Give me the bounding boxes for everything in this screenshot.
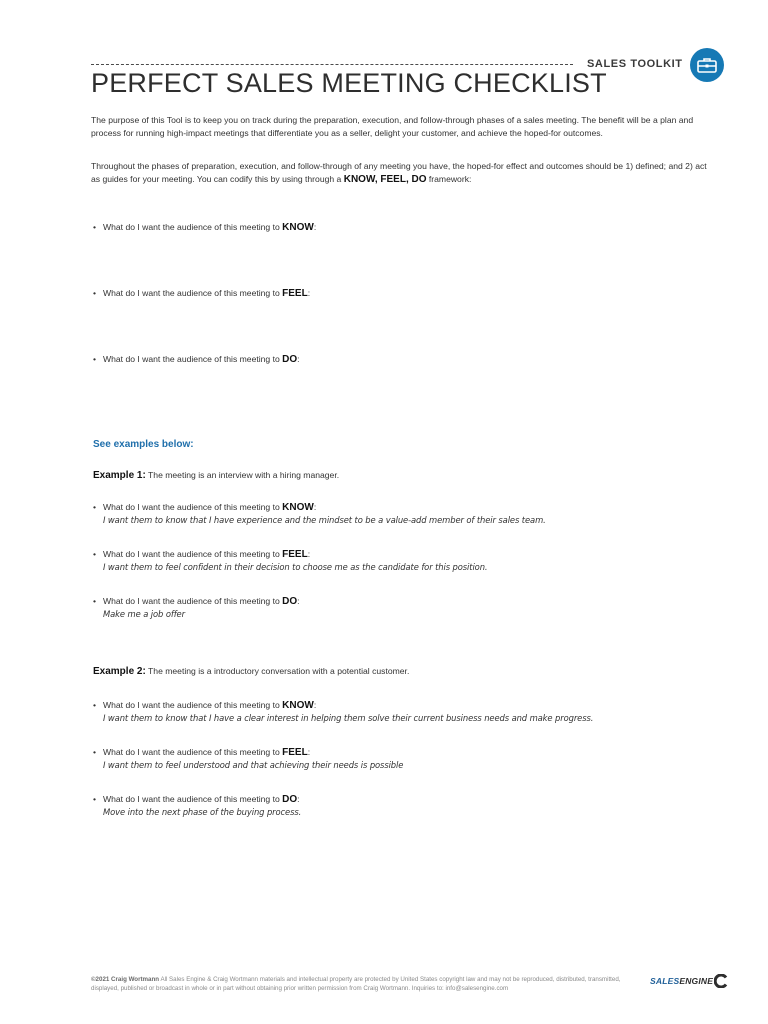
keyword-feel: FEEL [282,747,308,758]
example-1-heading [93,470,339,481]
question-prefix: What do I want the audience of this meeting to [103,354,283,364]
keyword-feel: FEEL [282,288,308,299]
example-1-feel-answer: I want them to feel confident in their decision to choose me as the candidate for this position. [103,562,488,572]
keyword-do: DO [282,354,298,365]
question-prefix: What do I want the audience of this meeting to [103,288,283,298]
footer-copyright [91,975,631,993]
question-prefix: What do I want the audience of this meeting to [103,794,283,804]
example-2-feel-answer: I want them to feel understood and that achieving their needs is possible [103,760,404,770]
colon: : [307,549,311,559]
example-1-know-answer: I want them to know that I have experience and the mindset to be a value-add member of their sales team. [103,515,546,525]
keyword-do: DO [282,596,298,607]
question-do [93,353,300,366]
bullet-icon: • [93,549,97,559]
keyword-feel: FEEL [282,549,308,560]
intro-paragraph-1: The purpose of this Tool is to keep you on track during the preparation, execution, and follow-through phases of a sales meeting. The benefit will be a plan and process for running high-impact meetings that differentiate you as a seller, delight your customer, and achieve the hoped-for outcomes. [91,115,694,138]
bullet-icon: • [93,794,97,804]
example-2-know-answer: I want them to know that I have a clear interest in helping them solve their current business needs and make progress. [103,713,594,723]
example-2-heading [93,666,409,677]
question-prefix: What do I want the audience of this meeting to [103,549,283,559]
examples-heading: See examples below: [93,439,194,450]
keyword-know: KNOW [282,502,314,513]
example-2-feel [93,746,403,772]
keyword-know: KNOW [282,222,314,233]
colon: : [313,700,317,710]
example-1-label: Example 1: [93,470,146,481]
bullet-icon: • [93,596,97,606]
colon: : [313,222,317,232]
question-feel [93,287,310,300]
example-2-do-answer: Move into the next phase of the buying process. [103,807,302,817]
intro-p2-text: Throughout the phases of preparation, execution, and follow-through of any meeting you have, the hoped-for effect and outcomes should be 1) defined; and 2) act as guides for your meeting. You can codify this by using through a [91,161,707,184]
sales-engine-logo [650,974,728,988]
keyword-do: DO [282,794,298,805]
question-prefix: What do I want the audience of this meeting to [103,747,283,757]
colon: : [313,502,317,512]
colon: : [307,747,311,757]
example-2-know [93,699,593,725]
question-prefix: What do I want the audience of this meeting to [103,222,283,232]
example-1-do-answer: Make me a job offer [103,609,185,619]
bullet-icon: • [93,502,97,512]
example-1-know [93,501,546,527]
example-2-label: Example 2: [93,666,146,677]
copyright-owner: ©2021 Craig Wortmann [91,976,160,983]
example-1-do [93,595,300,621]
example-1-text: The meeting is an interview with a hiring manager. [145,470,340,480]
bullet-icon: • [93,700,97,710]
example-2-do [93,793,301,819]
bullet-icon: • [93,354,97,364]
colon: : [297,596,300,606]
bullet-icon: • [93,747,97,757]
gear-icon [714,974,728,988]
intro-p2-end: framework: [426,174,472,184]
bullet-icon: • [93,222,97,232]
page-title: PERFECT SALES MEETING CHECKLIST [91,68,607,98]
colon: : [297,354,300,364]
example-2-text: The meeting is a introductory conversation with a potential customer. [145,666,410,676]
framework-name: KNOW, FEEL, DO [343,174,427,185]
question-prefix: What do I want the audience of this meeting to [103,502,283,512]
toolkit-label: SALES TOOLKIT [587,58,683,70]
question-know [93,221,316,234]
logo-engine-text: ENGINE [679,976,714,986]
logo-sales-text: SALES [650,976,680,986]
question-prefix: What do I want the audience of this meeting to [103,700,283,710]
colon: : [307,288,311,298]
example-1-feel [93,548,487,574]
keyword-know: KNOW [282,700,314,711]
copyright-text: All Sales Engine & Craig Wortmann materials and intellectual property are protected by United States copyright law and may not be reproduced, distributed, transmitted, displayed, published or broadcast in whole or in part without obtaining prior written permission from Craig Wortmann. Inquiries to: info@salesengine.com [91,976,621,992]
header-dashed-rule [91,64,573,65]
toolbox-icon [690,48,724,82]
colon: : [297,794,300,804]
intro-paragraph-2 [91,160,711,186]
bullet-icon: • [93,288,97,298]
question-prefix: What do I want the audience of this meeting to [103,596,283,606]
